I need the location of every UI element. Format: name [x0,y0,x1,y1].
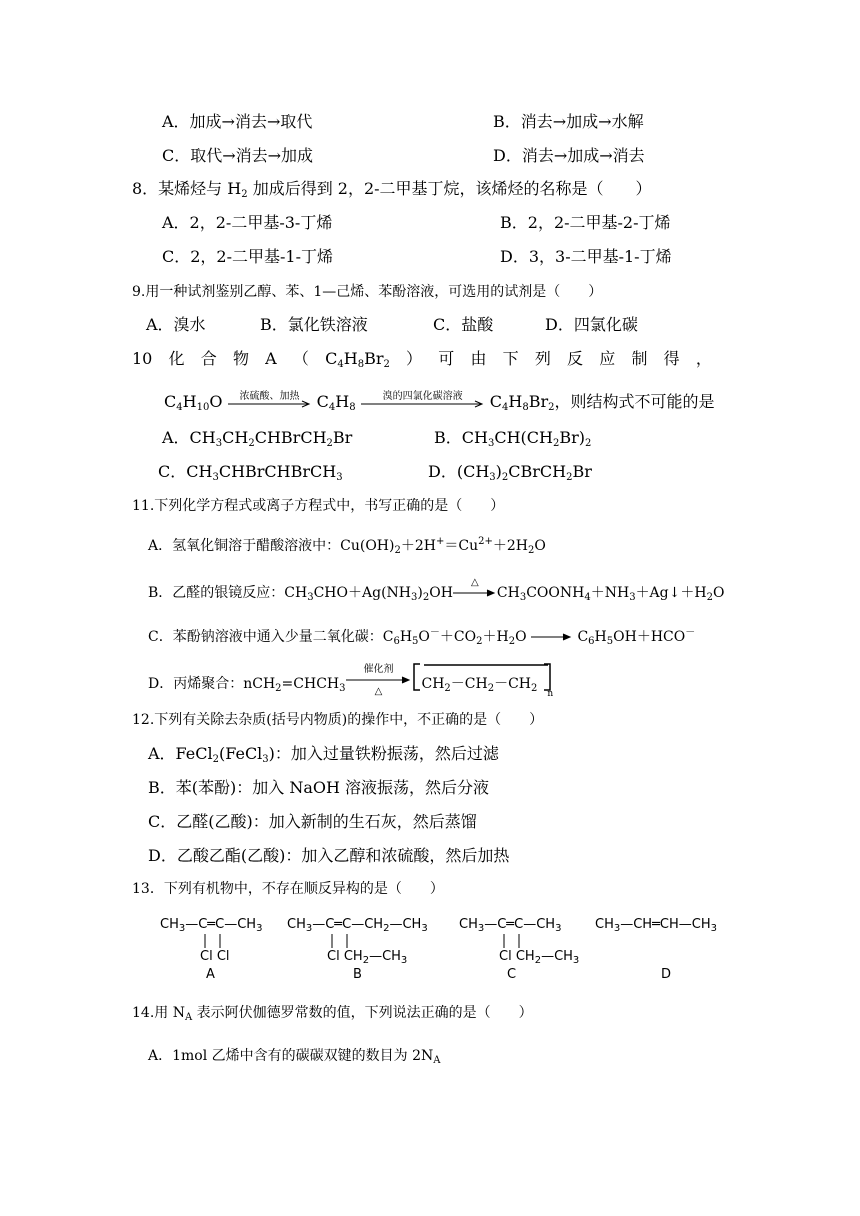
q12-stem: 12.下列有关除去杂质(括号内物质)的操作中，不正确的是（ ） [132,712,544,728]
q9-option-b: B．氯化铁溶液 [260,315,368,334]
structure-c: $CH_3—C═C—CH_3$ Cl $CH_2—CH_3$ C [459,917,580,982]
q10-stem-token: 下 [502,349,519,368]
arrow-2 [361,390,485,413]
q10-option-b: B．$CH_3CH(CH_2Br)_2$ [434,428,592,449]
q10-stem-token: 应 [599,349,616,368]
q9-stem: 9.用一种试剂鉴别乙醇、苯、1—己烯、苯酚溶液，可选用的试剂是（ ） [132,284,603,300]
q13-stem: 13．下列有机物中，不存在顺反异构的是（ ） [132,881,444,897]
q14-stem: 14.用 $N_A$ 表示阿伏伽德罗常数的值，下列说法正确的是（ ） [132,1005,533,1023]
polymer-bracket: $CH_2-CH_2-CH_2$ [412,674,548,694]
q11b-arrow: △ [453,583,497,603]
q10-stem-token: 得 [663,349,680,368]
q10-stem-token: 制 [631,349,648,368]
q10-stem-token: ， [695,349,712,368]
product-c4h8br2: $C_4H_8Br_2$ [489,392,555,413]
q10-stem-token: ） [406,349,423,368]
q7-option-d: D．消去→加成→消去 [493,146,645,165]
q11-option-c: C．苯酚钠溶液中通入少量二氧化碳：$C_6H_5O^-+CO_2+H_2O$ $C_6H_5OH+HCO^-$ [148,627,696,647]
structure-a-label: A [206,967,215,982]
q10-stem-token: 列 [534,349,551,368]
q7-option-a: A．加成→消去→取代 [162,112,313,131]
q10-stem-token: $C_4H_8Br_2$ [325,349,390,370]
q8-option-c: C．2，2-二甲基-1-丁烯 [162,247,334,266]
q12-option-a: A．FeCl$_2$(FeCl$_3$)：加入过量铁粉振荡，然后过滤 [148,744,499,765]
q11c-arrow [531,627,573,647]
q10-stem-token: 可 [438,349,455,368]
q7-option-b: B．消去→加成→水解 [493,112,644,131]
structure-d-label: D [661,967,672,982]
q7-option-c: C．取代→消去→加成 [162,146,314,165]
q11-option-b: B．乙醛的银镜反应：$CH_3CHO+Ag(NH_3)_2OH$ △ $CH_3COONH_4+NH_3+Ag↓+H_2O$ [148,577,725,603]
structure-d: $CH_3—CH═CH—CH_3$ D [595,917,717,982]
q8-stem: 8．某烯烃与 $H_2$ 加成后得到 2，2-二甲基丁烷，该烯烃的名称是（ ） [132,179,652,200]
q11-stem: 11.下列化学方程式或离子方程式中，书写正确的是（ ） [132,498,505,514]
q10-reaction [164,392,715,413]
structure-b-label: B [353,967,362,982]
q8-option-a: A．2，2-二甲基-3-丁烯 [162,213,333,232]
q10-stem-token: 反 [567,349,584,368]
q12-option-b: B．苯(苯酚)：加入 NaOH 溶液振荡，然后分液 [148,778,490,797]
q10-tail: ，则结构式不可能的是 [554,392,715,411]
q10-option-c: C．$CH_3CHBrCHBrCH_3$ [158,462,343,483]
q12-option-d: D．乙酸乙酯(乙酸)：加入乙醇和浓硫酸，然后加热 [148,846,510,865]
q10-stem-token: 由 [470,349,487,368]
q12-option-c: C．乙醛(乙酸)：加入新制的生石灰，然后蒸馏 [148,812,477,831]
q10-stem [132,349,712,369]
q14-option-a: A．1mol 乙烯中含有的碳碳双键的数目为 $2N_A$ [148,1048,441,1066]
q9-option-a: A．溴水 [146,315,206,334]
q11-option-a: A．氢氧化铜溶于醋酸溶液中：$Cu(OH)_2+2H^+=Cu^{2+}+2H_2O$ [148,536,546,556]
q10-stem-token: 物 [232,349,249,368]
q10-stem-token: 10 [132,349,153,368]
q10-stem-token: （ [292,349,309,368]
intermediate-c4h8: $C_4H_8$ [316,392,356,413]
q10-option-a: A．$CH_3CH_2CHBrCH_2Br$ [162,428,353,449]
q10-option-d: D．$(CH_3)_2CBrCH_2Br$ [428,462,592,483]
polymer-n: n [547,689,554,699]
q10-stem-token: 合 [200,349,217,368]
q10-stem-token: 化 [168,349,185,368]
arrow-1 [228,390,312,413]
reactant-c4h10o: $C_4H_{10}O$ [164,392,223,413]
q8-option-b: B．2，2-二甲基-2-丁烯 [500,213,671,232]
q9-option-c: C．盐酸 [433,315,494,334]
structure-c-label: C [507,967,517,982]
arrow-1-label: 浓硫酸、加热 [239,390,300,402]
arrow-2-label: 溴的四氯化碳溶液 [382,390,463,402]
q8-option-d: D．3，3-二甲基-1-丁烯 [500,247,672,266]
q11-option-d: D．丙烯聚合：$nCH_2=CHCH_3$ 催化剂 △ $CH_2-CH_2-CH_2$ $_n$ [148,664,554,699]
structure-b: $CH_3—C═C—CH_2—CH_3$ Cl $CH_2—CH_3$ B [287,917,428,982]
structure-a: $CH_3—C═C—CH_3$ Cl Cl A [160,917,263,982]
q9-option-d: D．四氯化碳 [545,315,638,334]
q11d-arrow: 催化剂 △ [346,674,412,694]
q10-stem-token: A [265,349,277,368]
